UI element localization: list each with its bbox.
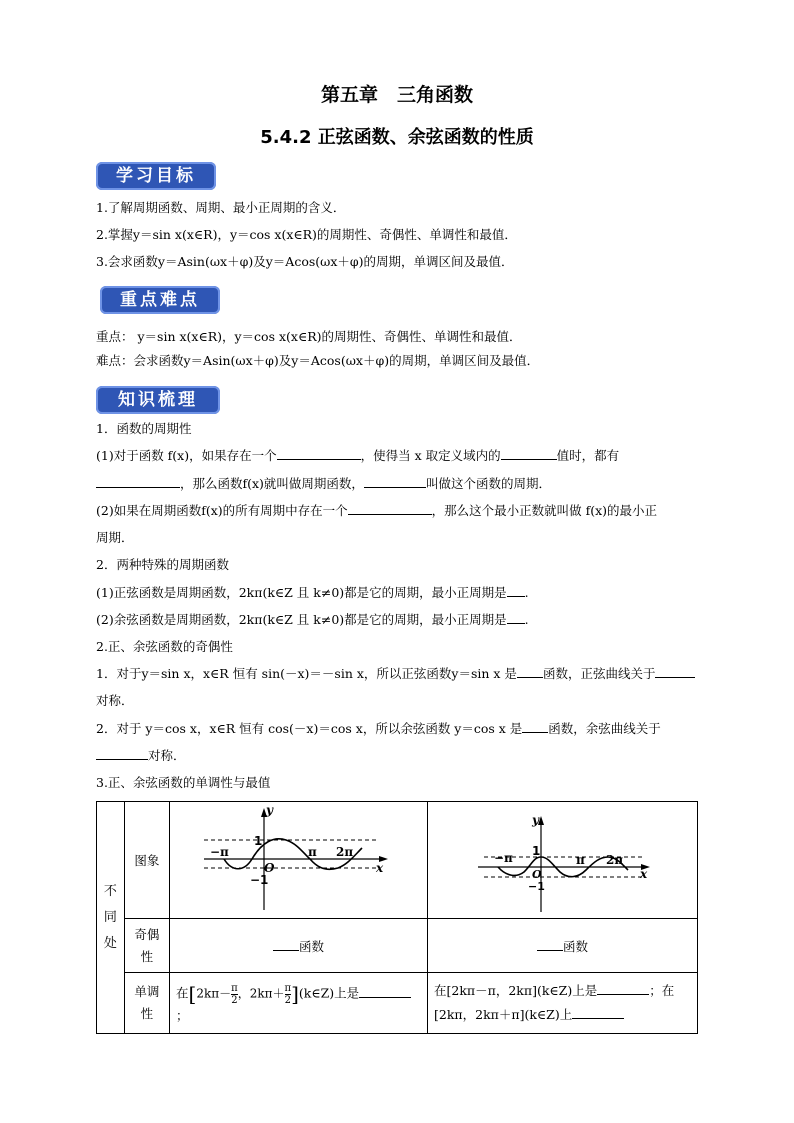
paragraph-1-line-1: (1)对于函数 f(x)，如果存在一个 ，使得当 x 取定义域内的 值时，都有 [96, 448, 620, 463]
sine-origin-label: O [264, 861, 275, 875]
sine-neg-pi-label: −π [210, 845, 229, 859]
heading-monotonicity: 3.正、余弦函数的单调性与最值 [96, 775, 271, 790]
cosine-graph [428, 802, 697, 915]
sine-y-label: y [266, 803, 273, 817]
cosine-monotonicity-cell: 在[2kπ－π，2kπ](k∈Z)上是 ；在 [2kπ，2kπ＋π](k∈Z)上 [428, 973, 698, 1034]
cosine-x-label: x [640, 867, 648, 881]
cosine-parity-line-2: 对称． [96, 747, 700, 765]
focus-text: 重点： y＝sin x(x∈R)，y＝cos x(x∈R)的周期性、奇偶性、单调性和最值． [96, 329, 522, 344]
paragraph-2-line-1: (2)如果在周期函数f(x)的所有周期中存在一个 ，那么这个最小正数就叫做 f(x)的最小正 [96, 503, 658, 518]
row-label-graph: 图象 [124, 802, 169, 919]
heading-periodicity: 1．函数的周期性 [96, 421, 192, 436]
row-label-monotonicity: 单调性 [124, 973, 169, 1034]
sine-parity-line: 1．对于y＝sin x，x∈R 恒有 sin(－x)＝－sin x，所以正弦函数y＝sin x 是 函数，正弦曲线关于 [96, 665, 700, 683]
sine-one-label: 1 [254, 834, 263, 848]
cosine-parity-line: 2．对于 y＝cos x，x∈R 恒有 cos(－x)＝cos x，所以余弦函数 y＝cos x 是 函数，余弦曲线关于 [96, 721, 661, 736]
goals-banner: 学习目标 [96, 162, 216, 190]
sine-graph-cell [170, 802, 428, 919]
sine-monotonicity-cell: 在[2kπ－ $\frac{\pi}{2}$ ，2kπ＋ $\frac{\pi}{2}$ ](k∈Z)上是； [170, 973, 428, 1034]
cosine-origin-label: O [532, 868, 542, 881]
keypoints-banner: 重点难点 [100, 286, 220, 314]
row-header-differences: 不同处 [97, 802, 125, 1034]
sine-graph [170, 802, 427, 915]
sine-period-line: (1)正弦函数是周期函数，2kπ(k∈Z 且 k≠0)都是它的周期，最小正周期是 . [96, 585, 529, 600]
section-title: 5.4.2 正弦函数、余弦函数的性质 [260, 127, 534, 148]
goal-1: 1.了解周期函数、周期、最小正周期的含义． [96, 200, 346, 215]
heading-special-periodic: 2．两种特殊的周期函数 [96, 557, 229, 572]
cosine-neg-pi-label: −π [494, 851, 513, 865]
sine-parity-line-2: 对称． [96, 693, 134, 708]
cosine-parity-cell: 函数 [428, 919, 698, 973]
sine-x-label: x [376, 861, 384, 875]
cosine-two-pi-label: 2π [606, 853, 624, 867]
difficulty-text: 难点：会求函数y＝Asin(ωx＋φ)及y＝Acos(ωx＋φ)的周期，单调区间及最值． [96, 353, 540, 368]
heading-parity: 2.正、余弦函数的奇偶性 [96, 639, 233, 654]
cosine-one-label: 1 [532, 844, 541, 858]
cosine-pi-label: π [576, 853, 585, 867]
cosine-neg-one-label: −1 [528, 880, 545, 893]
sine-neg-one-label: −1 [250, 873, 269, 887]
knowledge-banner: 知识梳理 [96, 386, 220, 414]
cosine-y-label: y [532, 813, 539, 827]
cosine-graph-cell [428, 802, 698, 919]
sine-pi-label: π [308, 845, 317, 859]
sine-two-pi-label: 2π [336, 845, 354, 859]
paragraph-1-line-2: ，那么函数f(x)就叫做周期函数， 叫做这个函数的周期． [96, 475, 700, 493]
chapter-title: 第五章 三角函数 [320, 84, 473, 106]
sine-parity-cell: 函数 [170, 919, 428, 973]
paragraph-2-line-2: 周期． [96, 530, 134, 545]
goal-3: 3.会求函数y＝Asin(ωx＋φ)及y＝Acos(ωx＋φ)的周期，单调区间及最值． [96, 254, 514, 269]
cosine-period-line: (2)余弦函数是周期函数，2kπ(k∈Z 且 k≠0)都是它的周期，最小正周期是 . [96, 612, 529, 627]
row-label-parity: 奇偶性 [124, 919, 169, 973]
goal-2: 2.掌握y＝sin x(x∈R)，y＝cos x(x∈R)的周期性、奇偶性、单调性和最值． [96, 227, 517, 242]
comparison-table [96, 801, 698, 1034]
